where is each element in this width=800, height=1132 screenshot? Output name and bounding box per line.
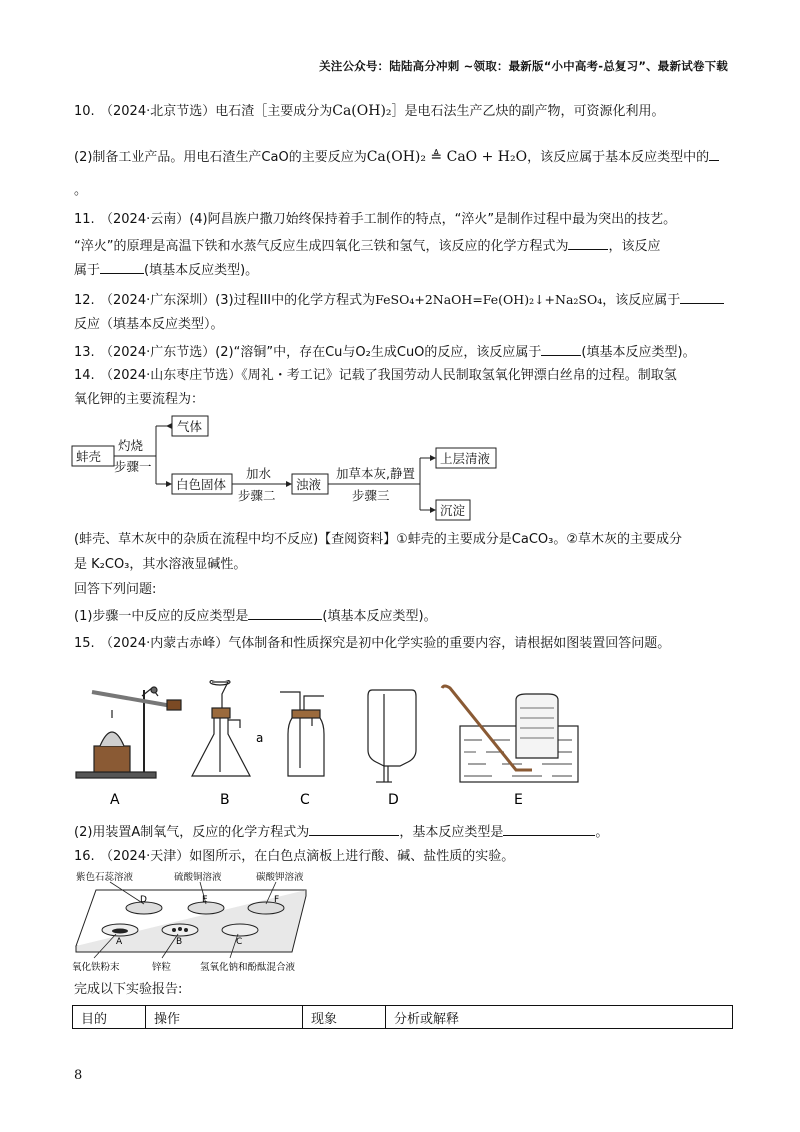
question-number: 13.: [74, 345, 95, 360]
flow-upper-label: 上层清液: [440, 451, 491, 466]
question-text: (1)步骤一中反应的反应类型是: [74, 609, 249, 624]
sample-label-naoh: 氢氧化钠和酚酞混合液: [200, 962, 296, 973]
reagent-label-cuso4: 硫酸铜溶液: [174, 872, 222, 883]
flow-gas-label: 气体: [177, 419, 203, 434]
apparatus-a: [76, 687, 181, 778]
answer-blank[interactable]: [541, 341, 581, 356]
question-14-line2: 氧化钾的主要流程为：: [74, 392, 205, 407]
apparatus-d: [368, 690, 416, 782]
question-text: ，该反应属于基本反应类型中的: [527, 150, 710, 165]
flow-turbid-label: 浊液: [296, 477, 322, 492]
apparatus-c: [280, 692, 324, 776]
question-source: （2024·广东深圳）: [100, 293, 216, 308]
table-header-cell: 分析或解释: [386, 1006, 733, 1029]
question-text: (填基本反应类型)。: [581, 345, 696, 360]
table-header-cell: 操作: [146, 1006, 303, 1029]
question-number: 12.: [74, 293, 95, 308]
question-number: 10.: [74, 104, 95, 119]
question-text: 电石渣［主要成分为: [215, 104, 333, 119]
question-number: 11.: [74, 212, 95, 227]
question-source: （2024·广东节选）: [100, 345, 216, 360]
question-source: （2024·山东枣庄节选）: [100, 368, 242, 383]
question-12-line2: 反应（填基本反应类型）。: [74, 317, 224, 332]
question-14-note2: 是 K₂CO₃，其水溶液显碱性。: [74, 557, 247, 572]
question-10-line2: [74, 146, 734, 168]
flow-solid-label: 白色固体: [176, 477, 227, 492]
question-15-line1: [74, 634, 734, 654]
spot-plate-figure: [70, 868, 330, 974]
experiment-report-table: [72, 1005, 733, 1029]
flow-step3-bottom: 步骤三: [352, 488, 390, 503]
flow-step2-bottom: 步骤二: [238, 488, 276, 503]
sample-label-fe2o3: 氧化铁粉末: [72, 962, 120, 973]
question-13-line1: [74, 341, 734, 363]
well-letter-b: B: [176, 937, 183, 947]
question-source: （2024·内蒙古赤峰）: [100, 636, 229, 651]
question-text: 如图所示，在白色点滴板上进行酸、碱、盐性质的实验。: [189, 849, 515, 864]
question-14-answer-intro: 回答下列问题:: [74, 582, 157, 597]
flow-step3-top: 加草本灰,静置: [336, 466, 415, 481]
answer-blank[interactable]: [568, 235, 608, 250]
figure-label-c: C: [300, 792, 310, 808]
figure-label-b: B: [220, 792, 230, 808]
chemical-equation: FeSO₄+2NaOH=Fe(OH)₂↓+Na₂SO₄: [375, 292, 603, 307]
well-letter-a: A: [116, 937, 123, 947]
question-16-complete: 完成以下实验报告:: [74, 982, 183, 997]
answer-blank[interactable]: [309, 821, 399, 836]
figure-label-d: D: [388, 792, 399, 808]
lab-apparatus-figure: [72, 680, 592, 808]
figure-label-a: A: [110, 792, 120, 808]
question-14-note1: (蚌壳、草木灰中的杂质在流程中均不反应)【查阅资料】①蚌壳的主要成分是CaCO₃。②草木灰的主要成分: [74, 532, 683, 547]
question-number: 15.: [74, 636, 95, 651]
apparatus-e: [442, 686, 578, 782]
table-header-row: [73, 1006, 733, 1029]
question-16-line1: [74, 847, 734, 867]
question-text: 。: [595, 825, 609, 840]
flow-step1-bottom: 步骤一: [114, 459, 152, 474]
answer-blank[interactable]: [680, 289, 724, 304]
question-10-line1: [74, 101, 734, 122]
question-text: “淬火”的原理是高温下铁和水蒸气反应生成四氧化三铁和氢气，该反应的化学方程式为: [74, 239, 569, 254]
question-source: （2024·云南）: [100, 212, 190, 227]
table-header-cell: 现象: [303, 1006, 386, 1029]
page-number: 8: [74, 1068, 83, 1083]
flow-step2-top: 加水: [246, 466, 272, 481]
question-text: (2)用装置A制氧气，反应的化学方程式为: [74, 825, 310, 840]
question-14-line1: [74, 366, 734, 386]
flow-start-label: 蚌壳: [76, 449, 102, 464]
apparatus-b: [192, 680, 250, 776]
answer-blank[interactable]: [100, 259, 144, 274]
label-a: a: [256, 731, 264, 745]
question-text: (填基本反应类型)。: [322, 609, 437, 624]
question-text: (3)过程III中的化学方程式为: [215, 293, 376, 308]
question-text: 气体制备和性质探究是初中化学实验的重要内容，请根据如图装置回答问题。: [228, 636, 671, 651]
answer-blank[interactable]: [503, 821, 595, 836]
flow-step1-top: 灼烧: [118, 438, 144, 453]
question-text: (填基本反应类型)。: [144, 263, 259, 278]
well-letter-f: F: [274, 895, 280, 905]
well-letter-c: C: [236, 937, 243, 947]
reagent-label-litmus: 紫色石蕊溶液: [76, 872, 134, 883]
question-text: ，基本反应类型是: [399, 825, 504, 840]
question-14-sub1: [74, 605, 734, 627]
question-source: （2024·天津）: [100, 849, 190, 864]
question-number: 16.: [74, 849, 95, 864]
page-header-note: 关注公众号：陆陆高分冲刺 ~领取：最新版“小中高考-总复习”、最新试卷下载: [319, 59, 728, 73]
question-10-line3: 。: [74, 183, 88, 198]
question-text: ，该反应: [608, 239, 661, 254]
answer-blank[interactable]: [248, 605, 322, 620]
question-11-line1: [74, 210, 734, 230]
table-header-cell: 目的: [73, 1006, 146, 1029]
question-11-line2: [74, 235, 734, 257]
question-11-line3: [74, 259, 734, 281]
reagent-label-k2co3: 碳酸钾溶液: [256, 872, 304, 883]
question-text: (2)“溶铜”中，存在Cu与O₂生成CuO的反应，该反应属于: [215, 345, 542, 360]
question-15-sub2: [74, 821, 734, 843]
well-letter-e: E: [202, 895, 208, 905]
process-flowchart: [70, 412, 520, 527]
chemical-formula: Ca(OH)₂: [332, 103, 392, 119]
question-text: 属于: [74, 263, 101, 278]
question-text: (4)阿昌族户撒刀始终保持着手工制作的特点，“淬火”是制作过程中最为突出的技艺。: [189, 212, 677, 227]
well-letter-d: D: [140, 895, 147, 905]
question-text: 《周礼・考工记》记载了我国劳动人民制取氢氧化钾漂白丝帛的过程。制取氢: [241, 368, 677, 383]
figure-label-e: E: [514, 792, 523, 808]
question-number: 14.: [74, 368, 95, 383]
answer-blank[interactable]: [709, 146, 719, 161]
question-text: ，该反应属于: [602, 293, 681, 308]
chemical-equation: Ca(OH)₂ ≜ CaO + H₂O: [366, 149, 528, 165]
question-source: （2024·北京节选）: [100, 104, 216, 119]
question-12-line1: [74, 289, 734, 311]
sample-label-zinc: 锌粒: [152, 962, 172, 973]
question-text: ］是电石法生产乙炔的副产物，可资源化利用。: [391, 104, 665, 119]
flow-precip-label: 沉淀: [440, 503, 466, 518]
question-text: (2)制备工业产品。用电石渣生产CaO的主要反应为: [74, 150, 367, 165]
